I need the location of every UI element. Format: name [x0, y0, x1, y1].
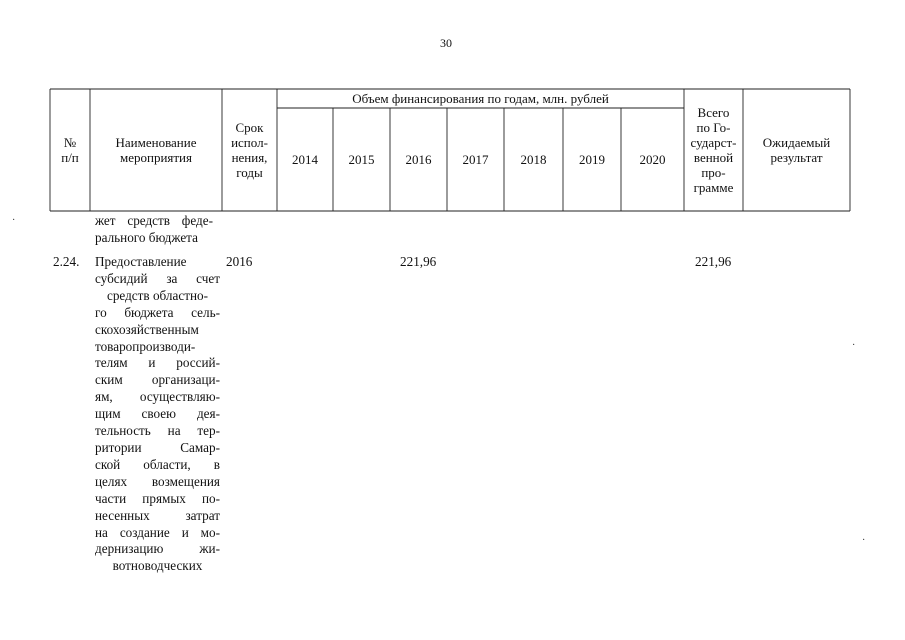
row-number: 2.24.: [53, 254, 80, 269]
scan-speck: ·: [852, 340, 856, 351]
row-value-2016: 221,96: [400, 254, 437, 269]
row-name-line: дернизацию жи-: [95, 541, 220, 557]
row-name-line: субсидий за счет: [95, 270, 220, 286]
header-name-line: мероприятия: [119, 150, 192, 165]
row-name-line: части прямых по-: [95, 490, 220, 506]
header-term-line: испол-: [231, 135, 268, 150]
row-name-line: вотноводческих: [112, 558, 203, 574]
header-term-line: Срок: [235, 120, 264, 135]
header-total-line: сударст-: [690, 135, 737, 150]
header-term-line: годы: [236, 165, 263, 180]
row-name-line: целях возмещения: [95, 473, 220, 489]
continuation-line: рального бюджета: [95, 229, 198, 245]
row-name-line: щим своею дея-: [95, 406, 220, 422]
header-num-line: п/п: [61, 150, 79, 165]
header-year-2018: 2018: [520, 152, 547, 167]
row-total: 221,96: [695, 254, 732, 269]
header-year-2019: 2019: [579, 152, 605, 167]
row-name-line: Предоставление: [95, 254, 187, 269]
header-total-line: по Го-: [696, 120, 731, 135]
page-number: 30: [440, 36, 452, 50]
header-year-2015: 2015: [348, 152, 375, 167]
header-result-line: Ожидаемый: [762, 135, 831, 150]
continuation-text: [95, 213, 213, 247]
header-term: [222, 89, 277, 211]
row-name-line: го бюджета сель-: [95, 304, 220, 320]
header-num: [50, 89, 90, 211]
row-name-line: ям, осуществляю-: [95, 389, 220, 405]
row-name-line: телям и россий-: [95, 355, 220, 371]
header-total-line: про-: [701, 165, 726, 180]
header-funding-title: Объем финансирования по годам, млн. рублей: [352, 91, 609, 106]
header-year-2020: 2020: [639, 152, 666, 167]
scan-speck: ·: [862, 535, 866, 546]
row-name-line: ским организаци-: [95, 372, 220, 388]
header-year-2016: 2016: [405, 152, 432, 167]
header-num-line: №: [63, 135, 77, 150]
row-name-line: скохозяйственным: [95, 321, 199, 337]
row-name-line: на создание и мо-: [95, 524, 220, 540]
header-name-line: Наименование: [115, 135, 197, 150]
header-name: [90, 89, 222, 211]
header-total-line: грамме: [693, 180, 734, 195]
row-name: [95, 254, 220, 575]
header-result: [743, 89, 850, 211]
header-total: [684, 89, 743, 211]
header-result-line: результат: [770, 150, 823, 165]
row-name-line: средств областно-: [106, 287, 209, 303]
row-name-line: ской области, в: [95, 456, 220, 472]
header-year-2014: 2014: [292, 152, 318, 167]
row-name-line: товаропроизводи-: [95, 338, 196, 354]
continuation-line: жет средств феде-: [95, 213, 213, 228]
row-name-line: несенных затрат: [95, 507, 220, 523]
scan-speck: ·: [12, 215, 16, 226]
header-total-line: Всего: [697, 105, 730, 120]
header-term-line: нения,: [231, 150, 268, 165]
row-term: 2016: [226, 254, 253, 269]
header-total-line: венной: [693, 150, 734, 165]
row-name-line: ритории Самар-: [95, 439, 220, 455]
header-year-2017: 2017: [462, 152, 489, 167]
row-name-line: тельность на тер-: [95, 423, 220, 439]
